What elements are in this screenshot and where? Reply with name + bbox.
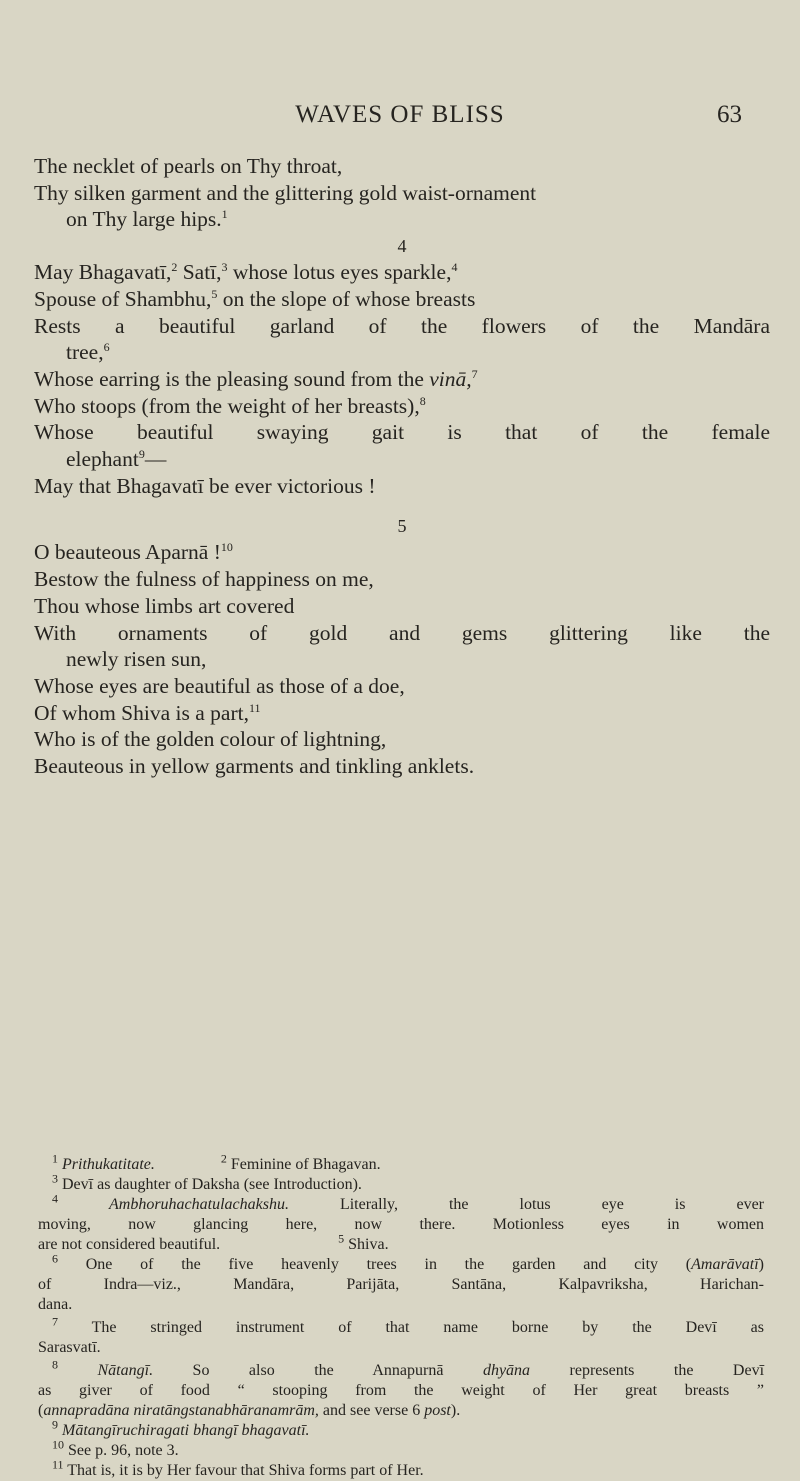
stanza-number: 4 bbox=[397, 236, 407, 257]
page-number: 63 bbox=[717, 101, 742, 128]
footnote: $^{10}$ See p. 96, note 3. bbox=[52, 1437, 179, 1459]
footnote: $^1$ Prithukatitate. $^2$ Feminine of Bhagavan. bbox=[52, 1151, 381, 1173]
footnote-ref: 11 bbox=[248, 700, 261, 715]
page-header bbox=[0, 101, 800, 133]
footnote-line: Sarasvatī. bbox=[38, 1339, 101, 1356]
verse-line: Thy silken garment and the glittering gold waist-ornament bbox=[34, 180, 537, 205]
footnote-ref: 7 bbox=[471, 366, 478, 381]
footnote-line: as giver of food “ stooping from the weight of Her great breasts ” bbox=[38, 1382, 764, 1399]
footnote: $^4$ Ambhoruhachatulachakshu. Literally, the lotus eye is ever bbox=[52, 1191, 764, 1213]
footnotes bbox=[38, 1151, 765, 1481]
footnote-ref: 10 bbox=[220, 540, 233, 555]
verse-line: Thou whose limbs art covered bbox=[34, 593, 295, 618]
verse-line: elephant$^9$— bbox=[66, 446, 167, 472]
verse-line: May that Bhagavatī be ever victorious ! bbox=[34, 473, 376, 498]
verse-line: The necklet of pearls on Thy throat, bbox=[34, 154, 343, 178]
verse-text bbox=[34, 153, 770, 780]
footnote: $^9$ Mātangīruchiragati bhangī bhagavatī. bbox=[52, 1417, 310, 1439]
verse-line: tree,$^6$ bbox=[66, 340, 110, 365]
verse-line: Rests a beautiful garland of the flowers of the Mandāra bbox=[34, 313, 770, 338]
footnote-ref: 9 bbox=[138, 446, 145, 461]
spacer bbox=[34, 499, 770, 513]
footnote: $^{11}$ That is, it is by Her favour that Shiva forms part of Her. bbox=[52, 1457, 424, 1479]
verse-line: Beauteous in yellow garments and tinkling anklets. bbox=[34, 754, 475, 779]
footnote-ref: 8 bbox=[419, 393, 426, 408]
footnote-ref: 2 bbox=[171, 259, 178, 274]
footnote-ref: 6 bbox=[103, 340, 110, 355]
verse-line: Who is of the golden colour of lightning, bbox=[34, 727, 387, 752]
footnote-line: dana. bbox=[38, 1296, 73, 1313]
footnote: $^7$ The stringed instrument of that name borne by the Devī as bbox=[52, 1314, 764, 1336]
verse-line: With ornaments of gold and gems glittering like the bbox=[34, 620, 770, 645]
verse-line: Whose beautiful swaying gait is that of the female bbox=[34, 420, 770, 445]
verse-line: Spouse of Shambhu,$^5$ on the slope of whose breasts bbox=[34, 286, 476, 311]
footnote-line: of Indra—viz., Mandāra, Parijāta, Santāna, Kalpavriksha, Harichan- bbox=[38, 1276, 764, 1293]
verse-line: Who stoops (from the weight of her breasts),$^8$ bbox=[34, 393, 426, 418]
footnote-ref: 5 bbox=[211, 286, 218, 301]
footnote-ref: 4 bbox=[451, 259, 458, 274]
verse-line: Of whom Shiva is a part,$^{11}$ bbox=[34, 700, 261, 725]
footnote: $^8$ Nātangī. So also the Annapurnā dhyāna represents the Devī bbox=[52, 1357, 765, 1379]
verse-line: May Bhagavatī,$^2$ Satī,$^3$ whose lotus eyes sparkle,$^4$ bbox=[34, 259, 458, 285]
verse-line: Bestow the fulness of happiness on me, bbox=[34, 567, 374, 592]
verse-line: Whose earring is the pleasing sound from the vinā,$^7$ bbox=[34, 366, 478, 391]
footnote: $^3$ Devī as daughter of Daksha (see Introduction). bbox=[52, 1171, 362, 1193]
footnote: $^6$ One of the five heavenly trees in the garden and city (Amarāvatī) bbox=[52, 1251, 764, 1273]
footnote-line: are not considered beautiful. $^5$ Shiva. bbox=[38, 1231, 389, 1253]
verse-line: Whose eyes are beautiful as those of a doe, bbox=[34, 673, 405, 698]
stanza-number: 5 bbox=[397, 516, 407, 537]
footnote-ref: 1 bbox=[221, 207, 228, 222]
verse-line: newly risen sun, bbox=[66, 647, 207, 672]
footnote-ref: 3 bbox=[221, 259, 228, 274]
footnote-line: moving, now glancing here, now there. Motionless eyes in women bbox=[38, 1216, 764, 1233]
footnote-line: (annapradāna niratāngstanabhāranamrām, and see verse 6 post). bbox=[38, 1402, 461, 1419]
verse-line: on Thy large hips.$^1$ bbox=[66, 207, 228, 232]
verse-line: O beauteous Aparnā !$^{10}$ bbox=[34, 540, 233, 565]
running-title: WAVES OF BLISS bbox=[295, 101, 505, 128]
